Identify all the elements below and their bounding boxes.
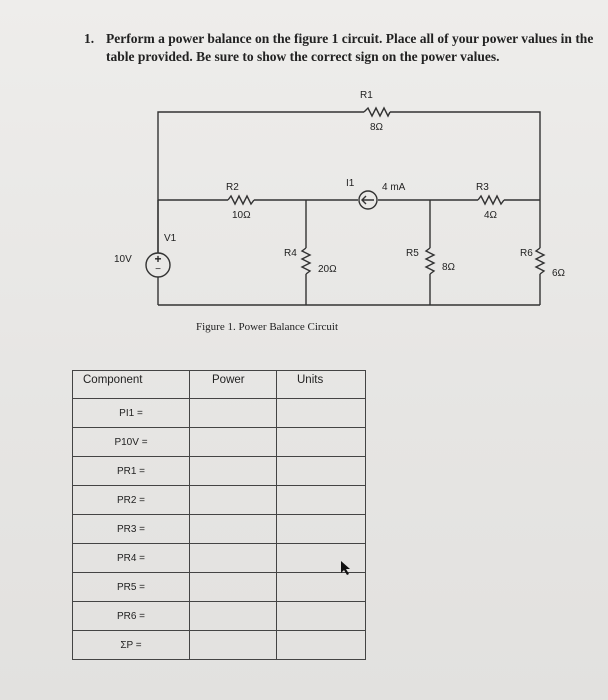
r2-name: R2 [226, 182, 239, 193]
mouse-cursor-icon [340, 560, 354, 576]
circuit-diagram [0, 0, 608, 330]
power-cell[interactable] [190, 515, 277, 544]
power-cell[interactable] [190, 602, 277, 631]
power-cell[interactable] [190, 544, 277, 573]
table-row [73, 457, 366, 486]
header-power: Power [190, 371, 277, 399]
r3-value: 4Ω [484, 210, 498, 221]
r3-resistor [478, 196, 504, 204]
i1-arrow [362, 196, 374, 204]
r5-name: R5 [406, 248, 419, 259]
svg-text:−: − [155, 264, 161, 275]
table-row [73, 602, 366, 631]
power-cell[interactable] [190, 428, 277, 457]
row-label: PR2 = [73, 486, 190, 515]
power-cell[interactable] [190, 631, 277, 660]
r5-resistor [426, 248, 434, 274]
row-label: PR6 = [73, 602, 190, 631]
r1-value: 8Ω [370, 122, 384, 133]
units-cell[interactable] [277, 428, 366, 457]
r1-name: R1 [360, 90, 373, 101]
row-label: PI1 = [73, 399, 190, 428]
row-label: PR4 = [73, 544, 190, 573]
power-cell[interactable] [190, 457, 277, 486]
units-cell[interactable] [277, 631, 366, 660]
r6-resistor [536, 248, 544, 274]
r4-resistor [302, 248, 310, 274]
i1-value: 4 mA [382, 182, 406, 193]
row-label: PR1 = [73, 457, 190, 486]
r6-value: 6Ω [552, 268, 566, 279]
table-header-row [73, 371, 366, 399]
row-label: ΣP = [73, 631, 190, 660]
table-row [73, 544, 366, 573]
row-label: PR3 = [73, 515, 190, 544]
table-row [73, 573, 366, 602]
table-row [73, 399, 366, 428]
v1-name: V1 [164, 233, 177, 244]
r2-value: 10Ω [232, 210, 251, 221]
r3-name: R3 [476, 182, 489, 193]
units-cell[interactable] [277, 515, 366, 544]
table-row [73, 515, 366, 544]
units-cell[interactable] [277, 457, 366, 486]
r6-name: R6 [520, 248, 533, 259]
r4-name: R4 [284, 248, 297, 259]
table-row [73, 631, 366, 660]
power-cell[interactable] [190, 486, 277, 515]
table-row [73, 428, 366, 457]
header-component: Component [73, 371, 190, 399]
svg-text:+: + [154, 252, 162, 266]
table-row [73, 486, 366, 515]
figure-caption: Figure 1. Power Balance Circuit [196, 321, 339, 333]
power-cell[interactable] [190, 573, 277, 602]
r1-resistor [364, 108, 390, 116]
row-label: P10V = [73, 428, 190, 457]
question-number: 1. [84, 31, 95, 46]
row-label: PR5 = [73, 573, 190, 602]
question-body: Perform a power balance on the figure 1 circuit. Place all of your power values in the table provided. Be sure to show the correct sign on the power values. [106, 31, 594, 64]
power-table [72, 370, 366, 660]
r5-value: 8Ω [442, 262, 456, 273]
wire-top-left [158, 112, 364, 253]
header-units: Units [277, 371, 366, 399]
power-cell[interactable] [190, 399, 277, 428]
r4-value: 20Ω [318, 264, 337, 275]
units-cell[interactable] [277, 573, 366, 602]
v1-value: 10V [114, 254, 132, 265]
units-cell[interactable] [277, 602, 366, 631]
units-cell[interactable] [277, 486, 366, 515]
r2-resistor [228, 196, 254, 204]
wire-top-right [390, 112, 540, 200]
units-cell[interactable] [277, 399, 366, 428]
i1-name: I1 [346, 178, 355, 189]
